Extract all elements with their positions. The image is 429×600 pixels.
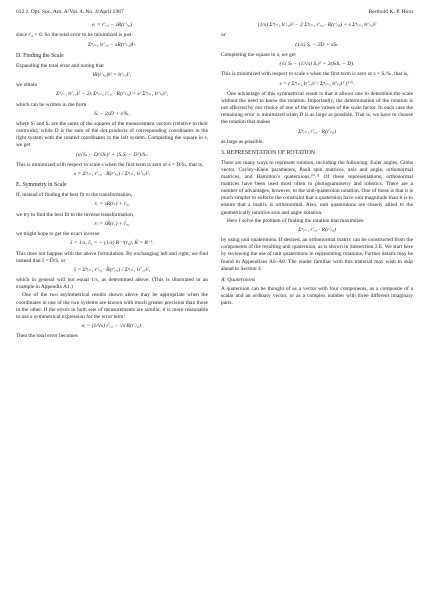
equation: eᵢ = (1/√s) r′ᵣ,ᵢ − √s R(r′ₗ,ᵢ).	[81, 322, 143, 329]
subsection-heading: A. Quaternions	[221, 276, 256, 283]
equation: s̄ = Σⁿᵢ₌₁ r′ₗ,ᵢ · R̄(r′ᵣ,ᵢ) / Σⁿᵢ₌₁ ‖r′ᵣ,ᵢ‖²,	[73, 266, 151, 273]
paragraph: we try to find the best fit to the inverse transformation,	[16, 211, 135, 218]
equation: s = ( Σⁿᵢ₌₁ ‖r′ᵣ,ᵢ‖² / Σⁿᵢ₌₁ ‖r′ₗ,ᵢ‖² )¹ᐟ².	[279, 80, 355, 87]
paragraph: as large as possible.	[221, 138, 264, 145]
equation: (√s Sₗ − (1/√s) Sᵣ)² + 2(SₗSᵣ − D).	[279, 61, 355, 67]
paragraph: One of the two asymmetrical results shown above may be appropriate when the coordinates in one of the two systems are known with much greater precision than those in the other. If the errors in both sets of measurements are similar, it is more reasonable to use a symmetrical expression for the error term:	[16, 292, 208, 320]
paragraph: where Sₗ and Sᵣ are the sums of the squares of the measurement vectors (relative to their centroids), while D is the sum of the dot products of corresponding coordinates in the right system with the rotated coordinates in the left system. Completing the square in s, we get	[16, 121, 208, 149]
equation: (1/s) Sᵣ − 2D + sSₗ.	[295, 41, 339, 48]
equation: Σⁿᵢ₌₁ ‖r′ᵣ,ᵢ − sR(r′ₗ,ᵢ)‖².	[87, 41, 137, 48]
section-heading: 3. REPRESENTATION OF ROTATION	[221, 150, 316, 156]
paragraph: Then the total error becomes	[16, 333, 78, 340]
left-column	[16, 20, 208, 341]
equation: (1/s) Σⁿᵢ₌₁ ‖r′ᵣ,ᵢ‖² − 2 Σⁿᵢ₌₁ r′ᵣ,ᵢ · R(r′ₗ,ᵢ) + s Σⁿᵢ₌₁ ‖r′ₗ,ᵢ‖²	[257, 22, 377, 28]
equation: Σⁿᵢ₌₁ r′ᵣ,ᵢ · R(r′ₗ,ᵢ)	[298, 226, 336, 233]
section-heading: D. Finding the Scale	[16, 52, 64, 59]
equation: Sᵣ − 2sD + s²Sₗ,	[94, 110, 130, 117]
equation: rₗ = s̄R̄(rᵣ) + r̄₀,	[94, 220, 130, 227]
equation: s = Σⁿᵢ₌₁ r′ᵣ,ᵢ · R(r′ₗ,ᵢ) / Σⁿᵢ₌₁ ‖r′ₗ,ᵢ‖².	[73, 171, 151, 178]
right-column	[221, 20, 413, 309]
paragraph: since r′₀ = 0. So the total error to be minimized is just	[16, 32, 132, 39]
paragraph: There are many ways to represent rotation, including the following: Euler angles, Gibbs vector, Cayley–Klein parameters, Pauli spin matrices, axis and angle, orthonormal matrices, and Hamilton’s quaternions.¹⁰˒¹¹ Of these representations, orthonormal matrices have been used most often in photogrammetry and robotics. There are a number of advantages, however, to the unit-quaternion notation. One of these is that it is much simpler to enforce the constraint that a quaternion have unit magnitude than it is to ensure that a matrix is orthonormal. Also, unit quaternions are closely allied to the geometrically intuitive axis and angle notation.	[221, 159, 413, 216]
paragraph: by using unit quaternions. If desired, an orthonormal matrix can be constructed from the components of the resulting unit quaternion, as is shown in Subsection 3.E. We start here by reviewing the use of unit quaternions in representing rotations. Further details may be found in Appendixes A6–A8. The reader familiar with this material may wish to skip ahead to Section 4.	[221, 237, 413, 272]
running-header-left: 632 J. Opt. Soc. Am. A/Vol. 4, No. 4/April 1987	[16, 9, 124, 15]
paragraph: This does not happen with the above formulation. By exchanging left and right, we find instead that s̄ = D̄/Sᵣ or	[16, 250, 208, 264]
equation: (s√Sₗ − D/√Sₗ)² + (SᵣSₗ − D²)/Sₗ.	[75, 151, 149, 158]
running-header-right: Berthold K. P. Horn	[368, 9, 413, 15]
equation: Σⁿᵢ₌₁ r′ᵣ,ᵢ · R(r′ₗ,ᵢ)	[298, 128, 336, 135]
paragraph: or	[221, 32, 226, 39]
equation: ‖R(r′ₗ,ᵢ)‖² = ‖r′ₗ,ᵢ‖²,	[92, 71, 132, 78]
equation: Σⁿᵢ₌₁ ‖r′ᵣ,ᵢ‖² − 2s Σⁿᵢ₌₁ r′ᵣ,ᵢ · R(r′ₗ,ᵢ) + s² Σⁿᵢ₌₁ ‖r′ₗ,ᵢ‖²,	[55, 91, 169, 98]
paragraph: which in general will not equal 1/s, as determined above. (This is illustrated in an example in Appendix A1.)	[16, 277, 208, 291]
paragraph: Completing the square in s, we get	[221, 51, 296, 58]
paragraph: Here I solve the problem of finding the rotation that maximizes	[227, 217, 364, 224]
paragraph: which can be written in the form	[16, 101, 87, 108]
paragraph: This is minimized with respect to scale s when the first term is zero or s = D/Sₗ, that is,	[16, 161, 204, 168]
paragraph: If, instead of finding the best fit to the transformation,	[16, 192, 133, 199]
paragraph: This is minimized with respect to scale s when the first term is zero or s = Sᵣ/Sₗ, that is,	[221, 71, 409, 78]
equation: s̄ = 1/s, r̄₀ = − (1/s) R⁻¹(r₀), R̄ = R⁻¹.	[70, 240, 154, 247]
paragraph: we might hope to get the exact inverse:	[16, 231, 101, 238]
paragraph: we obtain	[16, 82, 38, 89]
section-heading: E. Symmetry in Scale	[16, 182, 67, 189]
paragraph: Expanding the total error and noting that	[16, 62, 104, 69]
equation: rᵣ = sR(rₗ) + r₀,	[94, 201, 130, 208]
equation: eᵢ = r′ᵣ,ᵢ − sR(r′ₗ,ᵢ)	[92, 22, 132, 28]
paragraph: One advantage of this symmetrical result is that it allows one to determine the scale without the need to know the rotation. Importantly, the determination of the rotation is not affected by our choice of one of the three values of the scale factor. In each case the remaining error is minimized when D is as large as possible. That is, we have to choose the rotation that makes	[221, 90, 413, 126]
paragraph: A quaternion can be thought of as a vector with four components, as a composite of a scalar and an ordinary vector, or as a complex number with three different imaginary parts.	[221, 286, 413, 307]
